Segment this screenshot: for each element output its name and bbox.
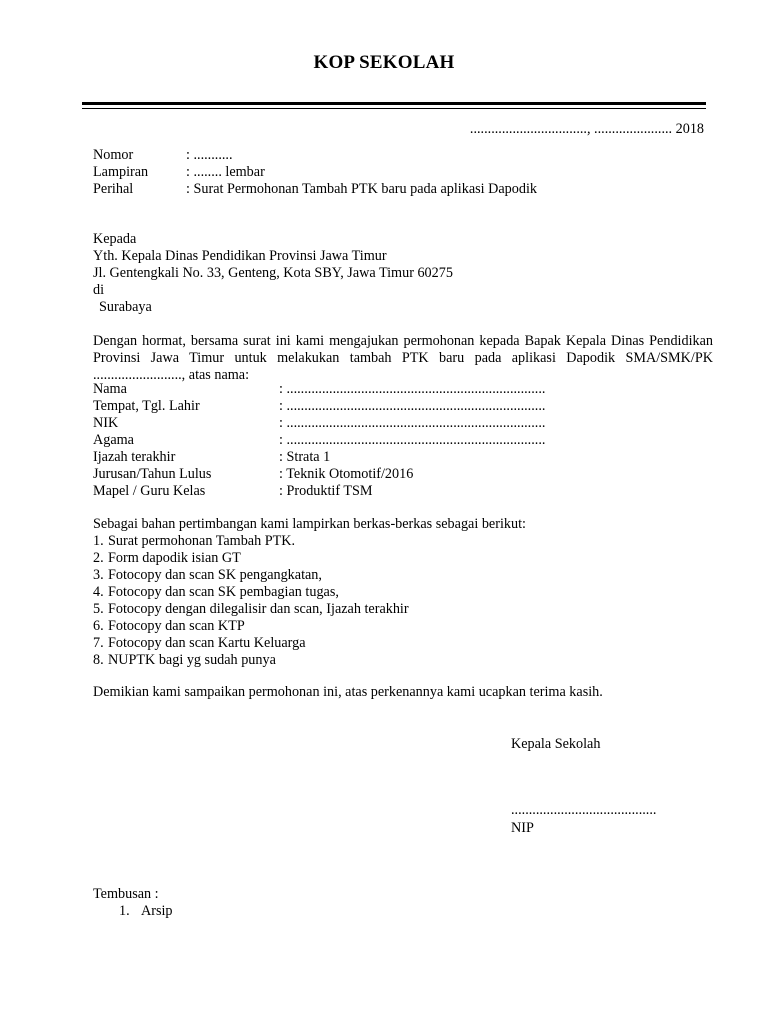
tembusan-label: Tembusan : — [93, 886, 159, 902]
field-row — [93, 483, 545, 500]
field-value: : ......................................................................... — [279, 415, 546, 431]
applicant-fields — [93, 381, 545, 500]
field-label: Agama — [93, 432, 134, 448]
meta-label: Perihal — [93, 181, 134, 197]
meta-row-perihal — [93, 181, 537, 198]
list-text: NUPTK bagi yg sudah punya — [108, 652, 276, 668]
list-number: 4. — [93, 584, 104, 600]
list-item — [93, 550, 409, 567]
list-number: 6. — [93, 618, 104, 634]
tembusan-number: 1. — [119, 903, 130, 919]
field-label: NIK — [93, 415, 119, 431]
list-number: 3. — [93, 567, 104, 583]
list-text: Form dapodik isian GT — [108, 550, 241, 566]
field-value: : ......................................................................... — [279, 398, 546, 414]
field-label: Tempat, Tgl. Lahir — [93, 398, 200, 414]
address-di: di — [93, 282, 105, 298]
list-number: 1. — [93, 533, 104, 549]
signature-role: Kepala Sekolah — [511, 736, 601, 752]
field-row — [93, 381, 545, 398]
list-number: 5. — [93, 601, 104, 617]
field-label: Mapel / Guru Kelas — [93, 483, 206, 499]
tembusan-item — [119, 903, 173, 920]
closing-paragraph: Demikian kami sampaikan permohonan ini, atas perkenannya kami ucapkan terima kasih. — [93, 684, 603, 700]
field-value: : Strata 1 — [279, 449, 331, 465]
list-number: 2. — [93, 550, 104, 566]
meta-label: Nomor — [93, 147, 134, 163]
address-recipient: Yth. Kepala Dinas Pendidikan Provinsi Jawa Timur — [93, 248, 387, 264]
meta-label: Lampiran — [93, 164, 149, 180]
date-line: ................................., ...................... 2018 — [469, 121, 704, 137]
field-label: Ijazah terakhir — [93, 449, 176, 465]
list-text: Fotocopy dengan dilegalisir dan scan, Ijazah terakhir — [108, 601, 409, 617]
field-label: Nama — [93, 381, 127, 397]
list-item — [93, 618, 409, 635]
list-text: Fotocopy dan scan KTP — [108, 618, 245, 634]
list-text: Fotocopy dan scan SK pembagian tugas, — [108, 584, 339, 600]
signature-name-line: ......................................... — [511, 802, 657, 818]
list-item — [93, 567, 409, 584]
meta-value: : Surat Permohonan Tambah PTK baru pada aplikasi Dapodik — [186, 181, 537, 197]
address-city: Surabaya — [99, 299, 152, 315]
list-number: 8. — [93, 652, 104, 668]
recipient-address — [93, 231, 453, 316]
list-item — [93, 601, 409, 618]
meta-value: : ........ lembar — [186, 164, 265, 180]
field-value: : Teknik Otomotif/2016 — [279, 466, 414, 482]
list-text: Fotocopy dan scan Kartu Keluarga — [108, 635, 306, 651]
list-item — [93, 635, 409, 652]
field-row — [93, 432, 545, 449]
list-number: 7. — [93, 635, 104, 651]
attachments-list — [93, 533, 409, 669]
list-text: Surat permohonan Tambah PTK. — [108, 533, 296, 549]
address-kepada: Kepada — [93, 231, 137, 247]
letter-meta — [93, 147, 537, 198]
letterhead-rule-thin — [82, 108, 706, 109]
list-item — [93, 584, 409, 601]
attachments-intro: Sebagai bahan pertimbangan kami lampirkan berkas-berkas sebagai berikut: — [93, 516, 526, 532]
letterhead-rule-thick — [82, 102, 706, 105]
field-row — [93, 449, 545, 466]
list-text: Fotocopy dan scan SK pengangkatan, — [108, 567, 322, 583]
field-row — [93, 466, 545, 483]
field-row — [93, 415, 545, 432]
field-label: Jurusan/Tahun Lulus — [93, 466, 212, 482]
list-item — [93, 652, 409, 669]
field-value: : ......................................................................... — [279, 432, 546, 448]
letterhead-title: KOP SEKOLAH — [313, 52, 455, 73]
meta-row-lampiran — [93, 164, 537, 181]
meta-value: : ........... — [186, 147, 233, 163]
field-value: : Produktif TSM — [279, 483, 373, 499]
field-value: : ......................................................................... — [279, 381, 546, 397]
field-row — [93, 398, 545, 415]
list-item — [93, 533, 409, 550]
tembusan-text: Arsip — [141, 903, 173, 919]
signature-nip: NIP — [511, 820, 534, 836]
opening-paragraph: Dengan hormat, bersama surat ini kami mengajukan permohonan kepada Bapak Kepala Dinas Pendidikan Provinsi Jawa Timur untuk melakukan tambah PTK baru pada aplikasi Dapodik SMA/SMK/PK ........................., atas nama: — [93, 333, 713, 383]
address-street: Jl. Gentengkali No. 33, Genteng, Kota SBY, Jawa Timur 60275 — [93, 265, 453, 281]
meta-row-nomor — [93, 147, 537, 164]
